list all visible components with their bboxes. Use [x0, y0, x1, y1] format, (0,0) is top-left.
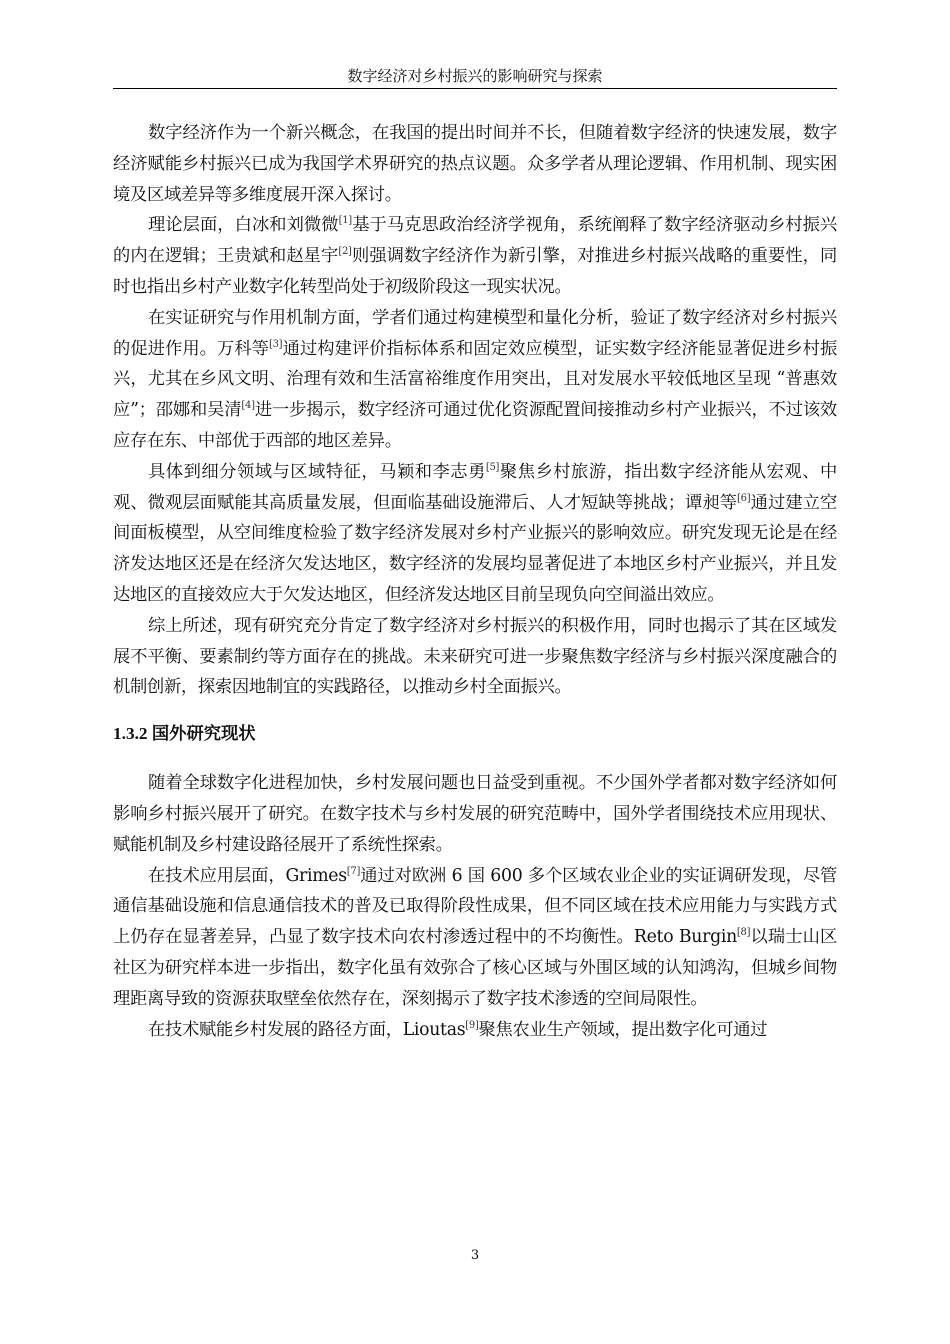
paragraph-intro: 数字经济作为一个新兴概念，在我国的提出时间并不长，但随着数字经济的快速发展，数字经济赋能乡村振兴已成为我国学术界研究的热点议题。众多学者从理论逻辑、作用机制、现实困境及区域差异等多维度展开深入探讨。 [113, 123, 837, 205]
paragraph-foreign-intro: 随着全球数字化进程加快，乡村发展问题也日益受到重视。不少国外学者都对数字经济如何影响乡村振兴展开了研究。在数字技术与乡村发展的研究范畴中，国外学者围绕技术应用现状、赋能机制及乡村建设路径展开了系统性探索。 [113, 773, 837, 855]
paragraph-tech-path: 在技术赋能乡村发展的路径方面，Lioutas[9]聚焦农业生产领域，提出数字化可通过 [148, 1019, 768, 1040]
paragraph-theory: 理论层面，白冰和刘微微[1]基于马克思政治经济学视角，系统阐释了数字经济驱动乡村振兴的内在逻辑；王贵斌和赵星宇[2]则强调数字经济作为新引擎，对推进乡村振兴战略的重要性，同时也指出乡村产业数字化转型尚处于初级阶段这一现实状况。 [113, 215, 837, 297]
paragraph-regional: 具体到细分领域与区域特征，马颖和李志勇[5]聚焦乡村旅游，指出数字经济能从宏观、中观、微观层面赋能其高质量发展，但面临基础设施滞后、人才短缺等挑战；谭昶等[6]通过建立空间面板模型，从空间维度检验了数字经济发展对乡村产业振兴的影响效应。研究发现无论是在经济发达地区还是在经济欠发达地区，数字经济的发展均显著促进了本地区乡村产业振兴，并且发达地区的直接效应大于欠发达地区，但经济发达地区目前呈现负向空间溢出效应。 [113, 461, 837, 605]
citation-ref-4[interactable]: [4] [241, 400, 255, 412]
citation-ref-1[interactable]: [1] [338, 215, 352, 227]
citation-ref-5[interactable]: [5] [485, 461, 500, 473]
page-body [113, 118, 837, 1045]
citation-ref-7[interactable]: [7] [346, 865, 361, 877]
header-rule [113, 88, 837, 89]
citation-ref-9[interactable]: [9] [465, 1019, 479, 1031]
citation-ref-2[interactable]: [2] [338, 246, 352, 258]
page-number: 3 [470, 1248, 480, 1263]
section-heading: 1.3.2 国外研究现状 [113, 724, 256, 744]
paragraph-empirical: 在实证研究与作用机制方面，学者们通过构建模型和量化分析，验证了数字经济对乡村振兴的促进作用。万科等[3]通过构建评价指标体系和固定效应模型，证实数字经济能显著促进乡村振兴，尤其在乡风文明、治理有效和生活富裕维度作用突出，且对发展水平较低地区呈现 “普惠效应”；邵娜和吴清[4]进一步揭示，数字经济可通过优化资源配置间接推动乡村产业振兴，不过该效应存在东、中部优于西部的地区差异。 [113, 307, 837, 451]
paragraph-summary: 综上所述，现有研究充分肯定了数字经济对乡村振兴的积极作用，同时也揭示了其在区域发展不平衡、要素制约等方面存在的挑战。未来研究可进一步聚焦数字经济与乡村振兴深度融合的机制创新，探索因地制宜的实践路径，以推动乡村全面振兴。 [113, 615, 837, 698]
running-header: 数字经济对乡村振兴的影响研究与探索 [347, 67, 603, 85]
citation-ref-3[interactable]: [3] [269, 338, 283, 350]
paragraph-tech-application: 在技术应用层面，Grimes[7]通过对欧洲 6 国 600 多个区域农业企业的实证调研发现，尽管通信基础设施和信息通信技术的普及已取得阶段性成果，但不同区域在技术应用能力与实践方式上仍存在显著差异，凸显了数字技术向农村渗透过程中的不均衡性。Reto Burgin[8]以瑞士山区社区为研究样本进一步指出，数字化虽有效弥合了核心区域与外围区域的认知鸿沟，但城乡间物理距离导致的资源获取壁垒依然存在，深刻揭示了数字技术渗透的空间局限性。 [113, 865, 837, 1009]
citation-ref-8[interactable]: [8] [736, 927, 751, 939]
citation-ref-6[interactable]: [6] [737, 492, 751, 504]
